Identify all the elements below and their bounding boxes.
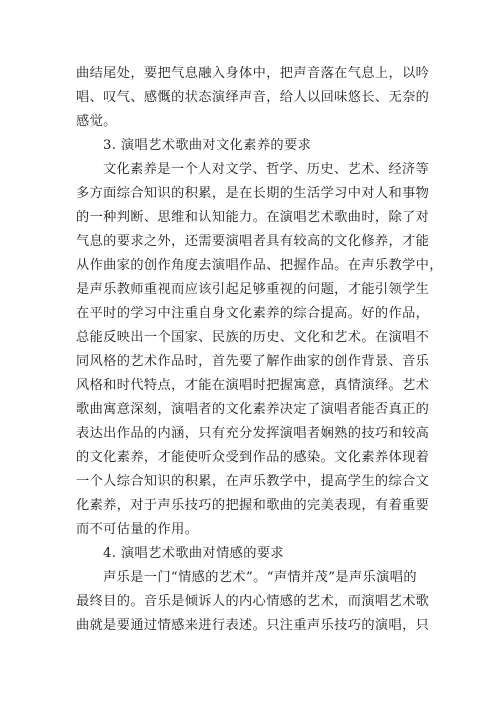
- text-line: 的文化素养，才能使听众受到作品的感染。文化素养体现着: [76, 450, 430, 465]
- text-line: 的一种判断、思维和认知能力。在演唱艺术歌曲时，除了对: [76, 210, 430, 225]
- section-heading: 3. 演唱艺术歌曲对文化素养的要求: [103, 138, 312, 153]
- text-line: 在平时的学习中注重自身文化素养的综合提高。好的作品，: [76, 306, 430, 321]
- section-heading: 4. 演唱艺术歌曲对情感的要求: [103, 546, 285, 561]
- text-line: 同风格的艺术作品时，首先要了解作曲家的创作背景、音乐: [76, 354, 430, 369]
- text-line: 气息的要求之外，还需要演唱者具有较高的文化修养，才能: [76, 234, 430, 249]
- text-line: 是声乐教师重视而应该引起足够重视的问题，才能引领学生: [76, 282, 430, 297]
- text-line: 一个人综合知识的积累，在声乐教学中，提高学生的综合文: [76, 474, 430, 489]
- text-line: 声乐是一门“情感的艺术”。“声情并茂”是声乐演唱的: [103, 570, 417, 585]
- text-line: 而不可估量的作用。: [76, 522, 199, 537]
- text-line: 曲就是要通过情感来进行表述。只注重声乐技巧的演唱，只: [76, 618, 430, 633]
- text-line: 文化素养是一个人对文学、哲学、历史、艺术、经济等: [103, 162, 430, 177]
- text-line: 总能反映出一个国家、民族的历史、文化和艺术。在演唱不: [76, 330, 430, 345]
- text-line: 风格和时代特点，才能在演唱时把握寓意，真情演绎。艺术: [76, 378, 430, 393]
- text-line: 曲结尾处，要把气息融入身体中，把声音落在气息上，以吟: [76, 66, 430, 81]
- text-line: 化素养，对于声乐技巧的把握和歌曲的完美表现，有着重要: [76, 498, 430, 513]
- body-text: [76, 62, 443, 638]
- text-line: 最终目的。音乐是倾诉人的内心情感的艺术，而演唱艺术歌: [76, 594, 430, 609]
- text-line: 从作曲家的创作角度去演唱作品、把握作品。在声乐教学中，: [76, 258, 443, 273]
- text-line: 歌曲寓意深刻，演唱者的文化素养决定了演唱者能否真正的: [76, 402, 430, 417]
- text-line: 唱、叹气、感慨的状态演绎声音，给人以回味悠长、无奈的: [76, 90, 430, 105]
- text-line: 表达出作品的内涵，只有充分发挥演唱者娴熟的技巧和较高: [76, 426, 430, 441]
- text-line: 感觉。: [76, 114, 117, 129]
- text-line: 多方面综合知识的积累，是在长期的生活学习中对人和事物: [76, 186, 430, 201]
